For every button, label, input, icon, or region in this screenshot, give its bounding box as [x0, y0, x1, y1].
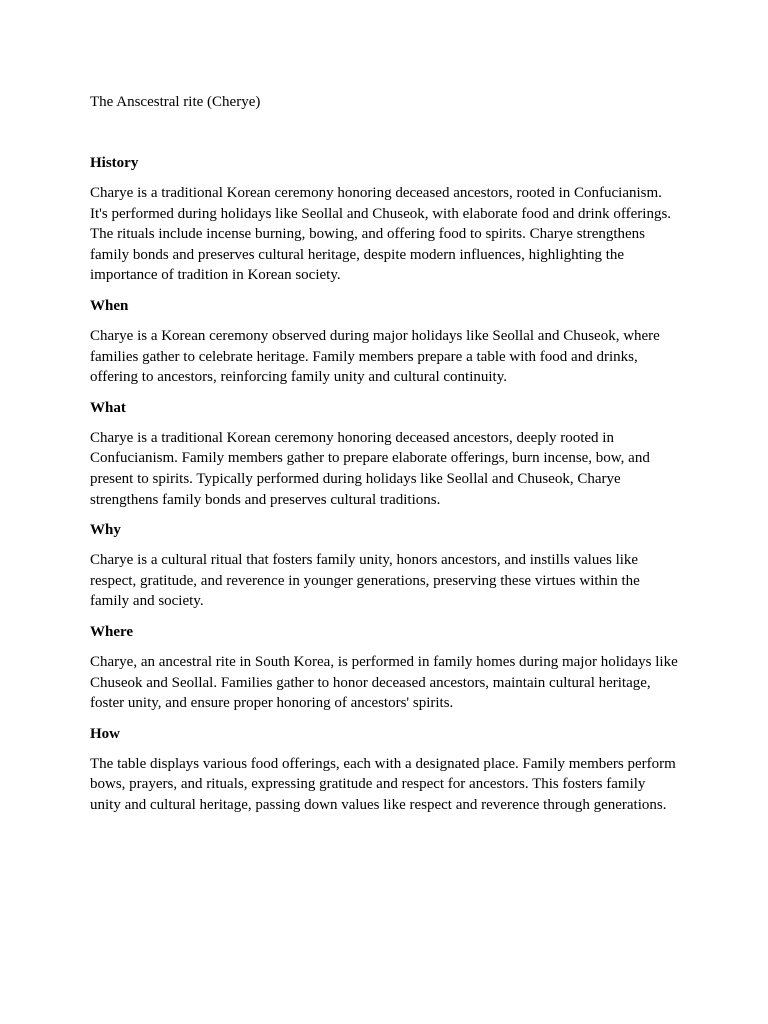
section-heading-where: Where [90, 623, 134, 640]
document-title: The Anscestral rite (Cherye) [90, 94, 261, 110]
section-body-where: Charye, an ancestral rite in South Korea, is performed in family homes during major holidays like Chuseok and Seollal. Families gather to honor deceased ancestors, maintain cultural heritage, foster unity, and ensure proper honoring of ancestors' spirits. [90, 653, 678, 712]
section-body-how: The table displays various food offerings, each with a designated place. Family members perform bows, prayers, and rituals, expressing gratitude and respect for ancestors. This fosters family unity and cultural heritage, passing down values like respect and reverence through generations. [90, 755, 676, 813]
section-body-why: Charye is a cultural ritual that fosters family unity, honors ancestors, and instills values like respect, gratitude, and reverence in younger generations, preserving these virtues within the family and society. [90, 552, 640, 610]
section-heading-why: Why [90, 522, 121, 539]
section-why [90, 520, 678, 612]
section-history [90, 153, 678, 286]
section-heading-how: How [90, 725, 120, 742]
section-heading-history: History [90, 155, 139, 171]
section-how [90, 724, 678, 816]
section-heading-when: When [90, 297, 129, 314]
section-where [90, 622, 678, 714]
section-body-history: Charye is a traditional Korean ceremony honoring deceased ancestors, rooted in Confucianism. It's performed during holidays like Seollal and Chuseok, with elaborate food and drink offerings. The rituals include incense burning, bowing, and offering food to spirits. Charye strengthens family bonds and preserves cultural heritage, despite modern influences, highlighting the importance of tradition in Korean society. [90, 185, 672, 284]
section-body-when: Charye is a Korean ceremony observed during major holidays like Seollal and Chuseok, where families gather to celebrate heritage. Family members prepare a table with food and drinks, offering to ancestors, reinforcing family unity and cultural continuity. [90, 327, 660, 386]
section-what [90, 398, 678, 510]
section-heading-what: What [90, 399, 126, 416]
section-when [90, 296, 678, 388]
section-body-what: Charye is a traditional Korean ceremony honoring deceased ancestors, deeply rooted in Confucianism. Family members gather to prepare elaborate offerings, burn incense, bow, and present to spirits. Typically performed during holidays like Seollal and Chuseok, Charye strengthens family bonds and preserves cultural traditions. [90, 429, 650, 508]
